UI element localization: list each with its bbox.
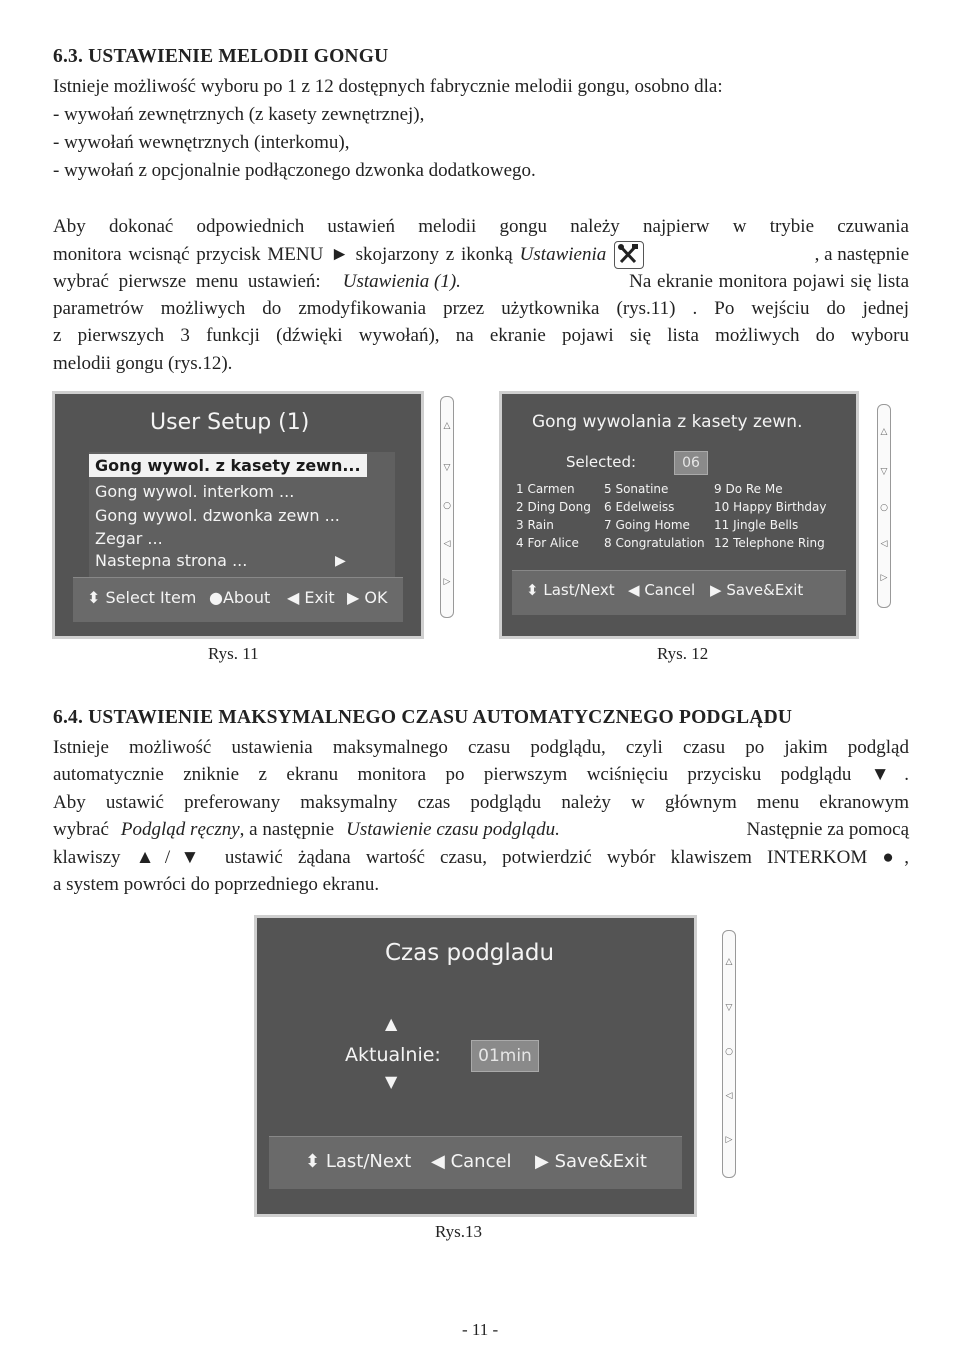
text-fragment: Na ekranie monitora pojawi się lista: [629, 271, 909, 292]
melody-option[interactable]: 1 Carmen: [516, 482, 575, 496]
nav-select: [87, 588, 196, 607]
right-icon: ▷: [443, 577, 451, 587]
circle-icon: ○: [443, 501, 451, 511]
right-icon: ▷: [725, 1135, 733, 1145]
nav-exit: [287, 588, 335, 607]
up-icon: △: [725, 957, 733, 967]
next-arrow-icon: ▶: [335, 553, 346, 569]
up-arrow-icon[interactable]: ▲: [385, 1014, 398, 1033]
left-arrow-icon: ◀: [431, 1151, 445, 1172]
nav-about: [209, 588, 270, 607]
right-arrow-icon: ▶: [347, 588, 360, 607]
circle-icon: ○: [880, 503, 888, 513]
up-icon: △: [880, 427, 888, 437]
text-fragment-italic: Ustawienie czasu podglądu.: [346, 819, 560, 840]
selected-label: Selected:: [566, 453, 637, 471]
nav-label: Cancel: [450, 1151, 512, 1172]
down-icon: ▽: [880, 467, 888, 477]
figure-12-screen: [499, 391, 859, 639]
paragraph-line: klawiszy ▲/▼ ustawić żądana wartość czasu, potwierdzić wybór klawiszem INTERKOM ●,: [53, 847, 909, 868]
melody-option[interactable]: 9 Do Re Me: [714, 482, 783, 496]
left-arrow-icon: ◀: [628, 581, 640, 599]
paragraph-line: parametrów możliwych do zmodyfikowania przez użytkownika (rys.11) . Po wejściu do jednej: [53, 298, 909, 319]
monitor-side-buttons: [440, 396, 454, 618]
list-item: - wywołań z opcjonalnie podłączonego dzwonka dodatkowego.: [53, 160, 536, 181]
menu-item[interactable]: Gong wywol. dzwonka zewn ...: [95, 506, 340, 525]
selected-value: 06: [674, 451, 708, 475]
nav-label: Cancel: [644, 581, 696, 599]
left-icon: ◁: [880, 539, 888, 549]
down-arrow-icon[interactable]: ▼: [385, 1072, 398, 1091]
nav-cancel: [431, 1151, 512, 1172]
melody-option[interactable]: 12 Telephone Ring: [714, 536, 825, 550]
updown-icon: ⬍: [305, 1151, 321, 1172]
melody-column-3: [714, 480, 827, 552]
figure-caption: Rys. 11: [208, 644, 259, 663]
text-fragment-italic: Podgląd ręczny: [120, 819, 240, 840]
monitor-side-buttons: [722, 930, 736, 1178]
section-heading-6-4: 6.4. USTAWIENIE MAKSYMALNEGO CZASU AUTOMATYCZNEGO PODGLĄDU: [53, 707, 793, 728]
nav-cancel: [628, 581, 695, 599]
up-icon: △: [443, 421, 451, 431]
nav-label: Select Item: [105, 588, 197, 607]
left-arrow-icon: ◀: [287, 588, 300, 607]
current-value[interactable]: 01min: [471, 1040, 539, 1072]
melody-option[interactable]: 4 For Alice: [516, 536, 579, 550]
nav-save: [535, 1151, 647, 1172]
melody-option[interactable]: 11 Jingle Bells: [714, 518, 799, 532]
circle-icon: ○: [725, 1047, 733, 1057]
nav-ok: [347, 588, 388, 607]
tools-icon: [614, 241, 644, 269]
updown-icon: ⬍: [87, 588, 101, 607]
page-number: - 11 -: [462, 1320, 499, 1339]
melody-option[interactable]: 2 Ding Dong: [516, 500, 591, 514]
screen-title: Czas podgladu: [385, 940, 555, 966]
updown-icon: ⬍: [526, 581, 539, 599]
text-fragment: , a następnie: [239, 819, 335, 840]
paragraph-line: a system powróci do poprzedniego ekranu.: [53, 874, 380, 895]
paragraph-line: [53, 817, 909, 843]
down-icon: ▽: [725, 1003, 733, 1013]
nav-label: About: [222, 588, 271, 607]
list-item: - wywołań wewnętrznych (interkomu),: [53, 132, 350, 153]
text-fragment-italic: Ustawienia (1).: [342, 271, 461, 292]
nav-label: Last/Next: [543, 581, 615, 599]
text-fragment: wybrać pierwsze menu ustawień:: [53, 271, 321, 292]
figure-caption: Rys.13: [435, 1222, 483, 1241]
paragraph-line-with-icon: [53, 241, 909, 269]
text-fragment: monitora wcisnąć przycisk MENU ► skojarzony z ikonką: [53, 244, 513, 265]
down-icon: ▽: [443, 463, 451, 473]
figure-caption: Rys. 12: [657, 644, 709, 663]
paragraph-line: Aby ustawić preferowany maksymalny czas podglądu należy w głównym menu ekranowym: [53, 792, 909, 813]
left-icon: ◁: [443, 539, 451, 549]
right-icon: ▷: [880, 573, 888, 583]
monitor-side-buttons: [877, 404, 891, 608]
nav-label: Save&Exit: [726, 581, 804, 599]
melody-option[interactable]: 7 Going Home: [604, 518, 690, 532]
paragraph-line: melodii gongu (rys.12).: [53, 353, 233, 374]
list-item: - wywołań zewnętrznych (z kasety zewnętrznej),: [53, 104, 425, 125]
text-fragment: wybrać: [53, 819, 109, 840]
melody-column-1: [516, 480, 591, 552]
menu-item[interactable]: Zegar ...: [95, 529, 163, 548]
figure-11-screen: [52, 391, 424, 639]
paragraph-line: [53, 269, 909, 295]
screen-title: User Setup (1): [150, 410, 310, 435]
right-arrow-icon: ▶: [710, 581, 722, 599]
paragraph-line: Istnieje możliwość wyboru po 1 z 12 dostępnych fabrycznie melodii gongu, osobno dla:: [53, 76, 723, 97]
left-icon: ◁: [725, 1091, 733, 1101]
text-fragment: , a następnie: [814, 244, 909, 265]
current-label: Aktualnie:: [345, 1044, 441, 1066]
melody-option[interactable]: 3 Rain: [516, 518, 554, 532]
melody-option[interactable]: 6 Edelweiss: [604, 500, 675, 514]
nav-bar: [269, 1136, 682, 1189]
melody-option[interactable]: 10 Happy Birthday: [714, 500, 827, 514]
melody-column-2: [604, 480, 705, 552]
text-fragment: Następnie za pomocą: [746, 819, 909, 840]
nav-label: OK: [364, 588, 388, 607]
nav-label: Exit: [304, 588, 335, 607]
menu-item[interactable]: Gong wywol. interkom ...: [95, 482, 295, 501]
paragraph-line: automatycznie zniknie z ekranu monitora po pierwszym wciśnięciu przycisku podglądu ▼.: [53, 764, 909, 785]
nav-label: Save&Exit: [554, 1151, 647, 1172]
paragraph-line: Aby dokonać odpowiednich ustawień melodii gongu należy najpierw w trybie czuwania: [53, 216, 909, 237]
figure-13-screen: [254, 915, 697, 1217]
menu-item-selected[interactable]: Gong wywol. z kasety zewn...: [89, 454, 367, 477]
menu-list: [89, 452, 395, 586]
nav-save: [710, 581, 803, 599]
paragraph-line: z pierwszych 3 funkcji (dźwięki wywołań), na ekranie pojawi się lista możliwych do wyboru: [53, 325, 909, 346]
paragraph-line: Istnieje możliwość ustawienia maksymalnego czasu podglądu, czyli czasu po jakim podgląd: [53, 737, 909, 758]
screen-title: Gong wywolania z kasety zewn.: [532, 412, 803, 432]
menu-item[interactable]: Nastepna strona ...: [95, 551, 248, 570]
nav-bar: [73, 577, 403, 622]
text-fragment-italic: Ustawienia: [519, 244, 607, 265]
right-arrow-icon: ▶: [535, 1151, 549, 1172]
nav-bar: [512, 570, 846, 615]
section-heading-6-3: 6.3. USTAWIENIE MELODII GONGU: [53, 46, 389, 67]
melody-option[interactable]: 8 Congratulation: [604, 536, 705, 550]
nav-label: Last/Next: [325, 1151, 412, 1172]
nav-lastnext: [305, 1151, 411, 1172]
dot-icon: ●: [209, 588, 223, 607]
melody-option[interactable]: 5 Sonatine: [604, 482, 669, 496]
nav-lastnext: [526, 581, 615, 599]
